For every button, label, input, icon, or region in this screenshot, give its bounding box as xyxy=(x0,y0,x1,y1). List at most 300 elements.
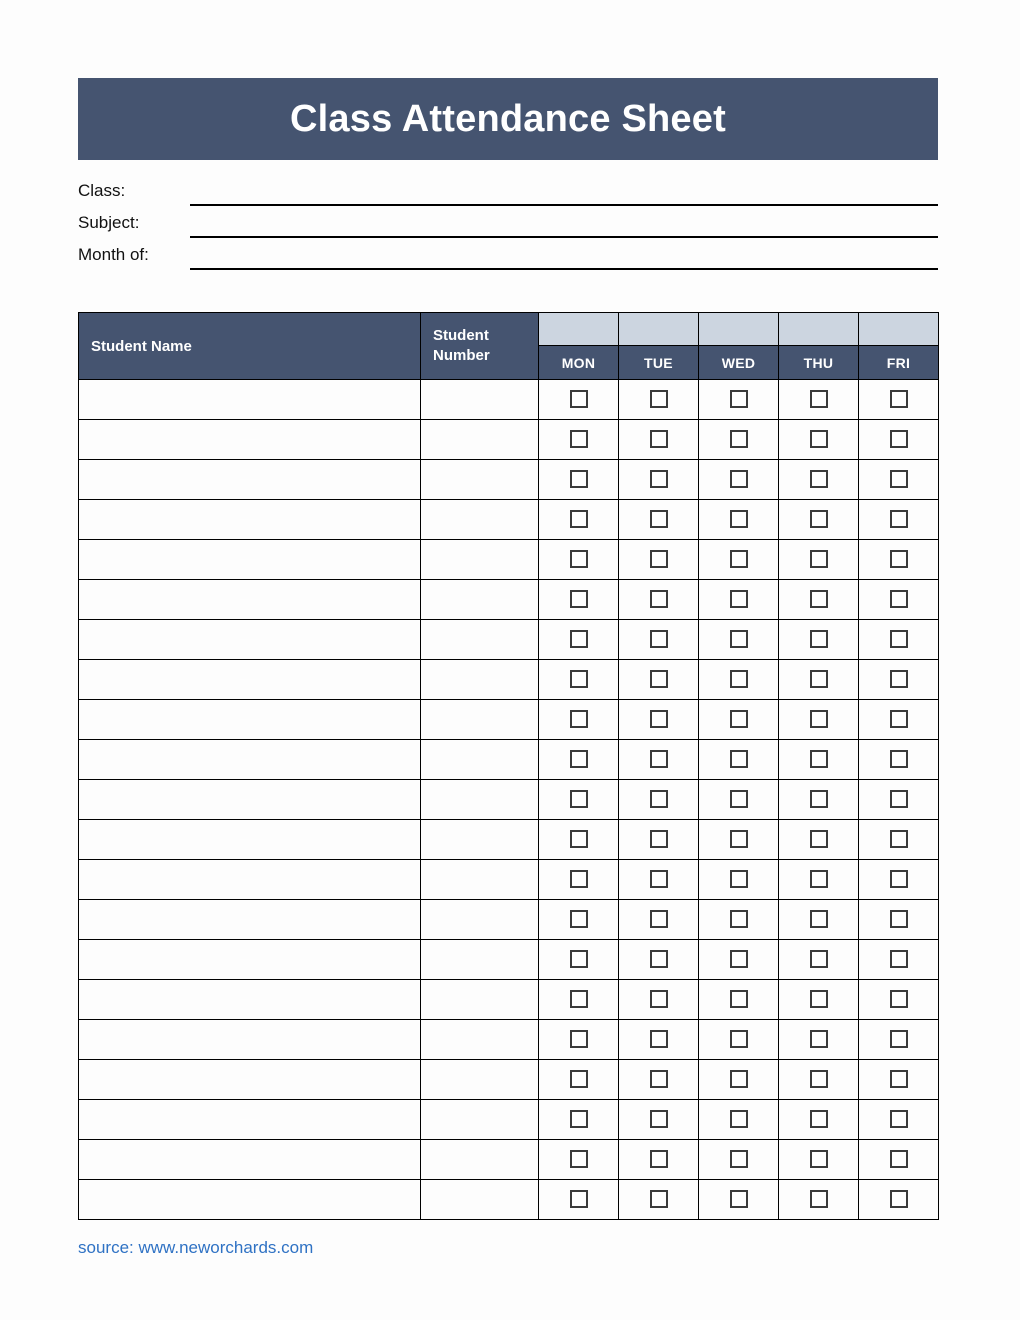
cell-attendance-thu[interactable] xyxy=(779,500,859,540)
checkbox-icon[interactable] xyxy=(650,430,668,448)
student-number-input[interactable] xyxy=(421,500,538,539)
cell-student-name[interactable] xyxy=(79,620,421,660)
cell-attendance-wed[interactable] xyxy=(699,940,779,980)
cell-attendance-tue[interactable] xyxy=(619,900,699,940)
cell-attendance-wed[interactable] xyxy=(699,500,779,540)
cell-student-number[interactable] xyxy=(421,420,539,460)
cell-attendance-thu[interactable] xyxy=(779,740,859,780)
cell-attendance-wed[interactable] xyxy=(699,620,779,660)
cell-attendance-fri[interactable] xyxy=(859,660,939,700)
cell-student-number[interactable] xyxy=(421,1180,539,1220)
cell-student-number[interactable] xyxy=(421,860,539,900)
cell-attendance-thu[interactable] xyxy=(779,460,859,500)
student-name-input[interactable] xyxy=(79,380,420,419)
cell-attendance-tue[interactable] xyxy=(619,620,699,660)
checkbox-icon[interactable] xyxy=(890,430,908,448)
cell-student-number[interactable] xyxy=(421,940,539,980)
cell-attendance-wed[interactable] xyxy=(699,1180,779,1220)
checkbox-icon[interactable] xyxy=(570,790,588,808)
cell-attendance-tue[interactable] xyxy=(619,780,699,820)
student-name-input[interactable] xyxy=(79,980,420,1019)
cell-student-number[interactable] xyxy=(421,460,539,500)
cell-attendance-fri[interactable] xyxy=(859,820,939,860)
checkbox-icon[interactable] xyxy=(570,750,588,768)
checkbox-icon[interactable] xyxy=(810,630,828,648)
checkbox-icon[interactable] xyxy=(570,510,588,528)
cell-attendance-thu[interactable] xyxy=(779,1180,859,1220)
checkbox-icon[interactable] xyxy=(890,1190,908,1208)
checkbox-icon[interactable] xyxy=(650,670,668,688)
cell-attendance-tue[interactable] xyxy=(619,540,699,580)
cell-student-name[interactable] xyxy=(79,1180,421,1220)
checkbox-icon[interactable] xyxy=(890,1070,908,1088)
cell-attendance-tue[interactable] xyxy=(619,860,699,900)
cell-attendance-mon[interactable] xyxy=(539,500,619,540)
checkbox-icon[interactable] xyxy=(650,830,668,848)
cell-attendance-tue[interactable] xyxy=(619,1100,699,1140)
checkbox-icon[interactable] xyxy=(570,870,588,888)
checkbox-icon[interactable] xyxy=(570,550,588,568)
student-name-input[interactable] xyxy=(79,740,420,779)
cell-attendance-fri[interactable] xyxy=(859,1100,939,1140)
cell-attendance-mon[interactable] xyxy=(539,820,619,860)
checkbox-icon[interactable] xyxy=(570,910,588,928)
checkbox-icon[interactable] xyxy=(810,550,828,568)
checkbox-icon[interactable] xyxy=(570,630,588,648)
cell-attendance-thu[interactable] xyxy=(779,700,859,740)
student-name-input[interactable] xyxy=(79,940,420,979)
cell-attendance-thu[interactable] xyxy=(779,540,859,580)
checkbox-icon[interactable] xyxy=(730,910,748,928)
checkbox-icon[interactable] xyxy=(810,790,828,808)
checkbox-icon[interactable] xyxy=(810,1110,828,1128)
cell-attendance-wed[interactable] xyxy=(699,980,779,1020)
cell-attendance-mon[interactable] xyxy=(539,460,619,500)
checkbox-icon[interactable] xyxy=(810,910,828,928)
cell-attendance-fri[interactable] xyxy=(859,860,939,900)
student-name-input[interactable] xyxy=(79,460,420,499)
cell-student-number[interactable] xyxy=(421,1140,539,1180)
checkbox-icon[interactable] xyxy=(650,1110,668,1128)
cell-attendance-tue[interactable] xyxy=(619,1180,699,1220)
student-number-input[interactable] xyxy=(421,1060,538,1099)
column-header-day-wed: WED xyxy=(699,346,779,380)
cell-attendance-thu[interactable] xyxy=(779,820,859,860)
cell-attendance-tue[interactable] xyxy=(619,380,699,420)
cell-student-number[interactable] xyxy=(421,380,539,420)
cell-student-name[interactable] xyxy=(79,940,421,980)
cell-attendance-wed[interactable] xyxy=(699,1100,779,1140)
cell-student-name[interactable] xyxy=(79,460,421,500)
checkbox-icon[interactable] xyxy=(730,710,748,728)
cell-attendance-mon[interactable] xyxy=(539,1060,619,1100)
checkbox-icon[interactable] xyxy=(730,590,748,608)
checkbox-icon[interactable] xyxy=(650,630,668,648)
student-name-input[interactable] xyxy=(79,420,420,459)
student-name-input[interactable] xyxy=(79,700,420,739)
checkbox-icon[interactable] xyxy=(890,550,908,568)
cell-attendance-wed[interactable] xyxy=(699,380,779,420)
checkbox-icon[interactable] xyxy=(570,1030,588,1048)
student-name-input[interactable] xyxy=(79,660,420,699)
checkbox-icon[interactable] xyxy=(810,950,828,968)
checkbox-icon[interactable] xyxy=(730,630,748,648)
checkbox-icon[interactable] xyxy=(730,550,748,568)
cell-student-name[interactable] xyxy=(79,820,421,860)
cell-attendance-tue[interactable] xyxy=(619,1020,699,1060)
cell-attendance-thu[interactable] xyxy=(779,940,859,980)
cell-student-name[interactable] xyxy=(79,660,421,700)
checkbox-icon[interactable] xyxy=(730,790,748,808)
cell-student-name[interactable] xyxy=(79,1020,421,1060)
checkbox-icon[interactable] xyxy=(810,670,828,688)
cell-attendance-thu[interactable] xyxy=(779,900,859,940)
cell-attendance-mon[interactable] xyxy=(539,700,619,740)
checkbox-icon[interactable] xyxy=(890,590,908,608)
checkbox-icon[interactable] xyxy=(730,830,748,848)
cell-attendance-tue[interactable] xyxy=(619,500,699,540)
checkbox-icon[interactable] xyxy=(650,590,668,608)
cell-student-name[interactable] xyxy=(79,1100,421,1140)
cell-student-name[interactable] xyxy=(79,420,421,460)
student-number-input[interactable] xyxy=(421,420,538,459)
cell-attendance-mon[interactable] xyxy=(539,900,619,940)
cell-attendance-tue[interactable] xyxy=(619,820,699,860)
cell-student-number[interactable] xyxy=(421,780,539,820)
cell-attendance-mon[interactable] xyxy=(539,540,619,580)
checkbox-icon[interactable] xyxy=(890,470,908,488)
cell-attendance-wed[interactable] xyxy=(699,700,779,740)
checkbox-icon[interactable] xyxy=(730,750,748,768)
cell-student-name[interactable] xyxy=(79,500,421,540)
cell-attendance-wed[interactable] xyxy=(699,740,779,780)
cell-student-number[interactable] xyxy=(421,980,539,1020)
cell-attendance-mon[interactable] xyxy=(539,660,619,700)
student-name-input[interactable] xyxy=(79,780,420,819)
cell-attendance-mon[interactable] xyxy=(539,380,619,420)
cell-attendance-thu[interactable] xyxy=(779,380,859,420)
cell-attendance-mon[interactable] xyxy=(539,980,619,1020)
cell-attendance-thu[interactable] xyxy=(779,580,859,620)
cell-attendance-fri[interactable] xyxy=(859,1060,939,1100)
cell-attendance-fri[interactable] xyxy=(859,420,939,460)
student-number-input[interactable] xyxy=(421,380,538,419)
cell-attendance-thu[interactable] xyxy=(779,1060,859,1100)
checkbox-icon[interactable] xyxy=(650,1070,668,1088)
cell-attendance-tue[interactable] xyxy=(619,1140,699,1180)
checkbox-icon[interactable] xyxy=(730,470,748,488)
cell-attendance-tue[interactable] xyxy=(619,580,699,620)
student-name-input[interactable] xyxy=(79,1020,420,1059)
checkbox-icon[interactable] xyxy=(890,950,908,968)
checkbox-icon[interactable] xyxy=(890,390,908,408)
cell-attendance-fri[interactable] xyxy=(859,620,939,660)
checkbox-icon[interactable] xyxy=(810,430,828,448)
checkbox-icon[interactable] xyxy=(730,670,748,688)
cell-attendance-tue[interactable] xyxy=(619,700,699,740)
student-name-input[interactable] xyxy=(79,1060,420,1099)
cell-student-name[interactable] xyxy=(79,860,421,900)
checkbox-icon[interactable] xyxy=(570,830,588,848)
cell-attendance-tue[interactable] xyxy=(619,940,699,980)
cell-student-number[interactable] xyxy=(421,820,539,860)
cell-student-number[interactable] xyxy=(421,740,539,780)
cell-attendance-fri[interactable] xyxy=(859,1020,939,1060)
checkbox-icon[interactable] xyxy=(810,990,828,1008)
cell-student-number[interactable] xyxy=(421,580,539,620)
cell-attendance-fri[interactable] xyxy=(859,700,939,740)
checkbox-icon[interactable] xyxy=(650,1150,668,1168)
cell-attendance-wed[interactable] xyxy=(699,780,779,820)
checkbox-icon[interactable] xyxy=(810,1190,828,1208)
checkbox-icon[interactable] xyxy=(650,1190,668,1208)
cell-attendance-fri[interactable] xyxy=(859,1180,939,1220)
checkbox-icon[interactable] xyxy=(890,790,908,808)
checkbox-icon[interactable] xyxy=(650,390,668,408)
cell-attendance-tue[interactable] xyxy=(619,1060,699,1100)
student-number-input[interactable] xyxy=(421,980,538,1019)
checkbox-icon[interactable] xyxy=(890,870,908,888)
student-number-input[interactable] xyxy=(421,940,538,979)
cell-student-name[interactable] xyxy=(79,540,421,580)
student-number-input[interactable] xyxy=(421,740,538,779)
checkbox-icon[interactable] xyxy=(810,710,828,728)
checkbox-icon[interactable] xyxy=(570,430,588,448)
cell-student-name[interactable] xyxy=(79,580,421,620)
checkbox-icon[interactable] xyxy=(810,750,828,768)
checkbox-icon[interactable] xyxy=(650,470,668,488)
cell-attendance-mon[interactable] xyxy=(539,1020,619,1060)
cell-attendance-thu[interactable] xyxy=(779,1020,859,1060)
checkbox-icon[interactable] xyxy=(810,390,828,408)
cell-attendance-wed[interactable] xyxy=(699,1060,779,1100)
checkbox-icon[interactable] xyxy=(810,510,828,528)
checkbox-icon[interactable] xyxy=(650,910,668,928)
cell-student-number[interactable] xyxy=(421,500,539,540)
cell-attendance-tue[interactable] xyxy=(619,420,699,460)
cell-attendance-tue[interactable] xyxy=(619,980,699,1020)
checkbox-icon[interactable] xyxy=(650,1030,668,1048)
student-number-input[interactable] xyxy=(421,780,538,819)
checkbox-icon[interactable] xyxy=(890,710,908,728)
cell-attendance-mon[interactable] xyxy=(539,620,619,660)
cell-student-name[interactable] xyxy=(79,380,421,420)
cell-student-number[interactable] xyxy=(421,620,539,660)
student-name-input[interactable] xyxy=(79,500,420,539)
checkbox-icon[interactable] xyxy=(810,590,828,608)
cell-attendance-mon[interactable] xyxy=(539,1140,619,1180)
cell-attendance-thu[interactable] xyxy=(779,660,859,700)
cell-student-name[interactable] xyxy=(79,700,421,740)
checkbox-icon[interactable] xyxy=(570,670,588,688)
cell-attendance-fri[interactable] xyxy=(859,580,939,620)
checkbox-icon[interactable] xyxy=(810,830,828,848)
checkbox-icon[interactable] xyxy=(650,870,668,888)
cell-student-number[interactable] xyxy=(421,700,539,740)
checkbox-icon[interactable] xyxy=(730,390,748,408)
cell-attendance-fri[interactable] xyxy=(859,380,939,420)
cell-attendance-mon[interactable] xyxy=(539,780,619,820)
checkbox-icon[interactable] xyxy=(890,630,908,648)
student-number-input[interactable] xyxy=(421,540,538,579)
student-number-input[interactable] xyxy=(421,1020,538,1059)
cell-attendance-wed[interactable] xyxy=(699,1020,779,1060)
checkbox-icon[interactable] xyxy=(730,1070,748,1088)
meta-input-month-of[interactable] xyxy=(190,244,938,270)
student-number-input[interactable] xyxy=(421,700,538,739)
checkbox-icon[interactable] xyxy=(570,1070,588,1088)
checkbox-icon[interactable] xyxy=(570,990,588,1008)
cell-student-number[interactable] xyxy=(421,540,539,580)
student-name-input[interactable] xyxy=(79,1180,420,1219)
student-number-input[interactable] xyxy=(421,860,538,899)
checkbox-icon[interactable] xyxy=(810,870,828,888)
cell-attendance-thu[interactable] xyxy=(779,780,859,820)
checkbox-icon[interactable] xyxy=(570,1110,588,1128)
checkbox-icon[interactable] xyxy=(650,510,668,528)
student-name-input[interactable] xyxy=(79,900,420,939)
student-number-input[interactable] xyxy=(421,1180,538,1219)
cell-student-name[interactable] xyxy=(79,1060,421,1100)
checkbox-icon[interactable] xyxy=(570,950,588,968)
student-number-input[interactable] xyxy=(421,820,538,859)
cell-attendance-fri[interactable] xyxy=(859,740,939,780)
checkbox-icon[interactable] xyxy=(730,990,748,1008)
cell-student-number[interactable] xyxy=(421,1020,539,1060)
checkbox-icon[interactable] xyxy=(570,710,588,728)
cell-attendance-thu[interactable] xyxy=(779,980,859,1020)
checkbox-icon[interactable] xyxy=(650,990,668,1008)
cell-attendance-wed[interactable] xyxy=(699,1140,779,1180)
checkbox-icon[interactable] xyxy=(890,670,908,688)
cell-student-name[interactable] xyxy=(79,1140,421,1180)
checkbox-icon[interactable] xyxy=(650,750,668,768)
cell-attendance-mon[interactable] xyxy=(539,580,619,620)
student-number-input[interactable] xyxy=(421,1100,538,1139)
cell-student-number[interactable] xyxy=(421,1060,539,1100)
student-name-input[interactable] xyxy=(79,860,420,899)
checkbox-icon[interactable] xyxy=(890,990,908,1008)
cell-attendance-mon[interactable] xyxy=(539,420,619,460)
cell-attendance-mon[interactable] xyxy=(539,1180,619,1220)
cell-attendance-wed[interactable] xyxy=(699,420,779,460)
cell-attendance-fri[interactable] xyxy=(859,460,939,500)
cell-student-name[interactable] xyxy=(79,900,421,940)
checkbox-icon[interactable] xyxy=(570,1150,588,1168)
cell-attendance-fri[interactable] xyxy=(859,980,939,1020)
checkbox-icon[interactable] xyxy=(650,790,668,808)
checkbox-icon[interactable] xyxy=(810,1150,828,1168)
student-name-input[interactable] xyxy=(79,540,420,579)
cell-attendance-wed[interactable] xyxy=(699,460,779,500)
cell-attendance-wed[interactable] xyxy=(699,540,779,580)
cell-attendance-fri[interactable] xyxy=(859,900,939,940)
cell-attendance-thu[interactable] xyxy=(779,620,859,660)
cell-attendance-thu[interactable] xyxy=(779,1140,859,1180)
cell-attendance-tue[interactable] xyxy=(619,740,699,780)
student-name-input[interactable] xyxy=(79,1140,420,1179)
student-number-input[interactable] xyxy=(421,580,538,619)
table-row xyxy=(79,540,939,580)
student-number-input[interactable] xyxy=(421,660,538,699)
checkbox-icon[interactable] xyxy=(570,590,588,608)
cell-student-name[interactable] xyxy=(79,740,421,780)
checkbox-icon[interactable] xyxy=(650,950,668,968)
checkbox-icon[interactable] xyxy=(810,1030,828,1048)
checkbox-icon[interactable] xyxy=(730,510,748,528)
checkbox-icon[interactable] xyxy=(570,390,588,408)
source-link[interactable]: source: www.neworchards.com xyxy=(78,1238,314,1257)
cell-attendance-fri[interactable] xyxy=(859,500,939,540)
checkbox-icon[interactable] xyxy=(730,1150,748,1168)
cell-attendance-mon[interactable] xyxy=(539,1100,619,1140)
cell-student-number[interactable] xyxy=(421,660,539,700)
checkbox-icon[interactable] xyxy=(730,950,748,968)
cell-attendance-thu[interactable] xyxy=(779,1100,859,1140)
cell-attendance-tue[interactable] xyxy=(619,460,699,500)
cell-attendance-wed[interactable] xyxy=(699,580,779,620)
cell-attendance-wed[interactable] xyxy=(699,900,779,940)
student-name-input[interactable] xyxy=(79,620,420,659)
checkbox-icon[interactable] xyxy=(890,1030,908,1048)
checkbox-icon[interactable] xyxy=(890,1150,908,1168)
cell-attendance-wed[interactable] xyxy=(699,820,779,860)
student-number-input[interactable] xyxy=(421,1140,538,1179)
checkbox-icon[interactable] xyxy=(810,470,828,488)
checkbox-icon[interactable] xyxy=(890,750,908,768)
cell-attendance-thu[interactable] xyxy=(779,420,859,460)
cell-attendance-fri[interactable] xyxy=(859,780,939,820)
cell-attendance-mon[interactable] xyxy=(539,860,619,900)
meta-input-subject[interactable] xyxy=(190,212,938,238)
meta-input-class[interactable] xyxy=(190,180,938,206)
checkbox-icon[interactable] xyxy=(730,430,748,448)
cell-student-number[interactable] xyxy=(421,1100,539,1140)
cell-student-name[interactable] xyxy=(79,780,421,820)
cell-attendance-mon[interactable] xyxy=(539,940,619,980)
cell-student-name[interactable] xyxy=(79,980,421,1020)
cell-student-number[interactable] xyxy=(421,900,539,940)
checkbox-icon[interactable] xyxy=(570,1190,588,1208)
cell-attendance-wed[interactable] xyxy=(699,660,779,700)
checkbox-icon[interactable] xyxy=(810,1070,828,1088)
student-name-input[interactable] xyxy=(79,820,420,859)
student-number-input[interactable] xyxy=(421,460,538,499)
student-number-input[interactable] xyxy=(421,900,538,939)
cell-attendance-fri[interactable] xyxy=(859,540,939,580)
checkbox-icon[interactable] xyxy=(650,550,668,568)
student-name-input[interactable] xyxy=(79,1100,420,1139)
checkbox-icon[interactable] xyxy=(890,830,908,848)
checkbox-icon[interactable] xyxy=(890,1110,908,1128)
checkbox-icon[interactable] xyxy=(730,1190,748,1208)
student-name-input[interactable] xyxy=(79,580,420,619)
cell-attendance-thu[interactable] xyxy=(779,860,859,900)
checkbox-icon[interactable] xyxy=(650,710,668,728)
cell-attendance-fri[interactable] xyxy=(859,1140,939,1180)
cell-attendance-fri[interactable] xyxy=(859,940,939,980)
student-number-input[interactable] xyxy=(421,620,538,659)
checkbox-icon[interactable] xyxy=(570,470,588,488)
cell-attendance-mon[interactable] xyxy=(539,740,619,780)
checkbox-icon[interactable] xyxy=(730,1110,748,1128)
checkbox-icon[interactable] xyxy=(730,1030,748,1048)
cell-attendance-tue[interactable] xyxy=(619,660,699,700)
checkbox-icon[interactable] xyxy=(890,910,908,928)
cell-attendance-wed[interactable] xyxy=(699,860,779,900)
checkbox-icon[interactable] xyxy=(730,870,748,888)
checkbox-icon[interactable] xyxy=(890,510,908,528)
